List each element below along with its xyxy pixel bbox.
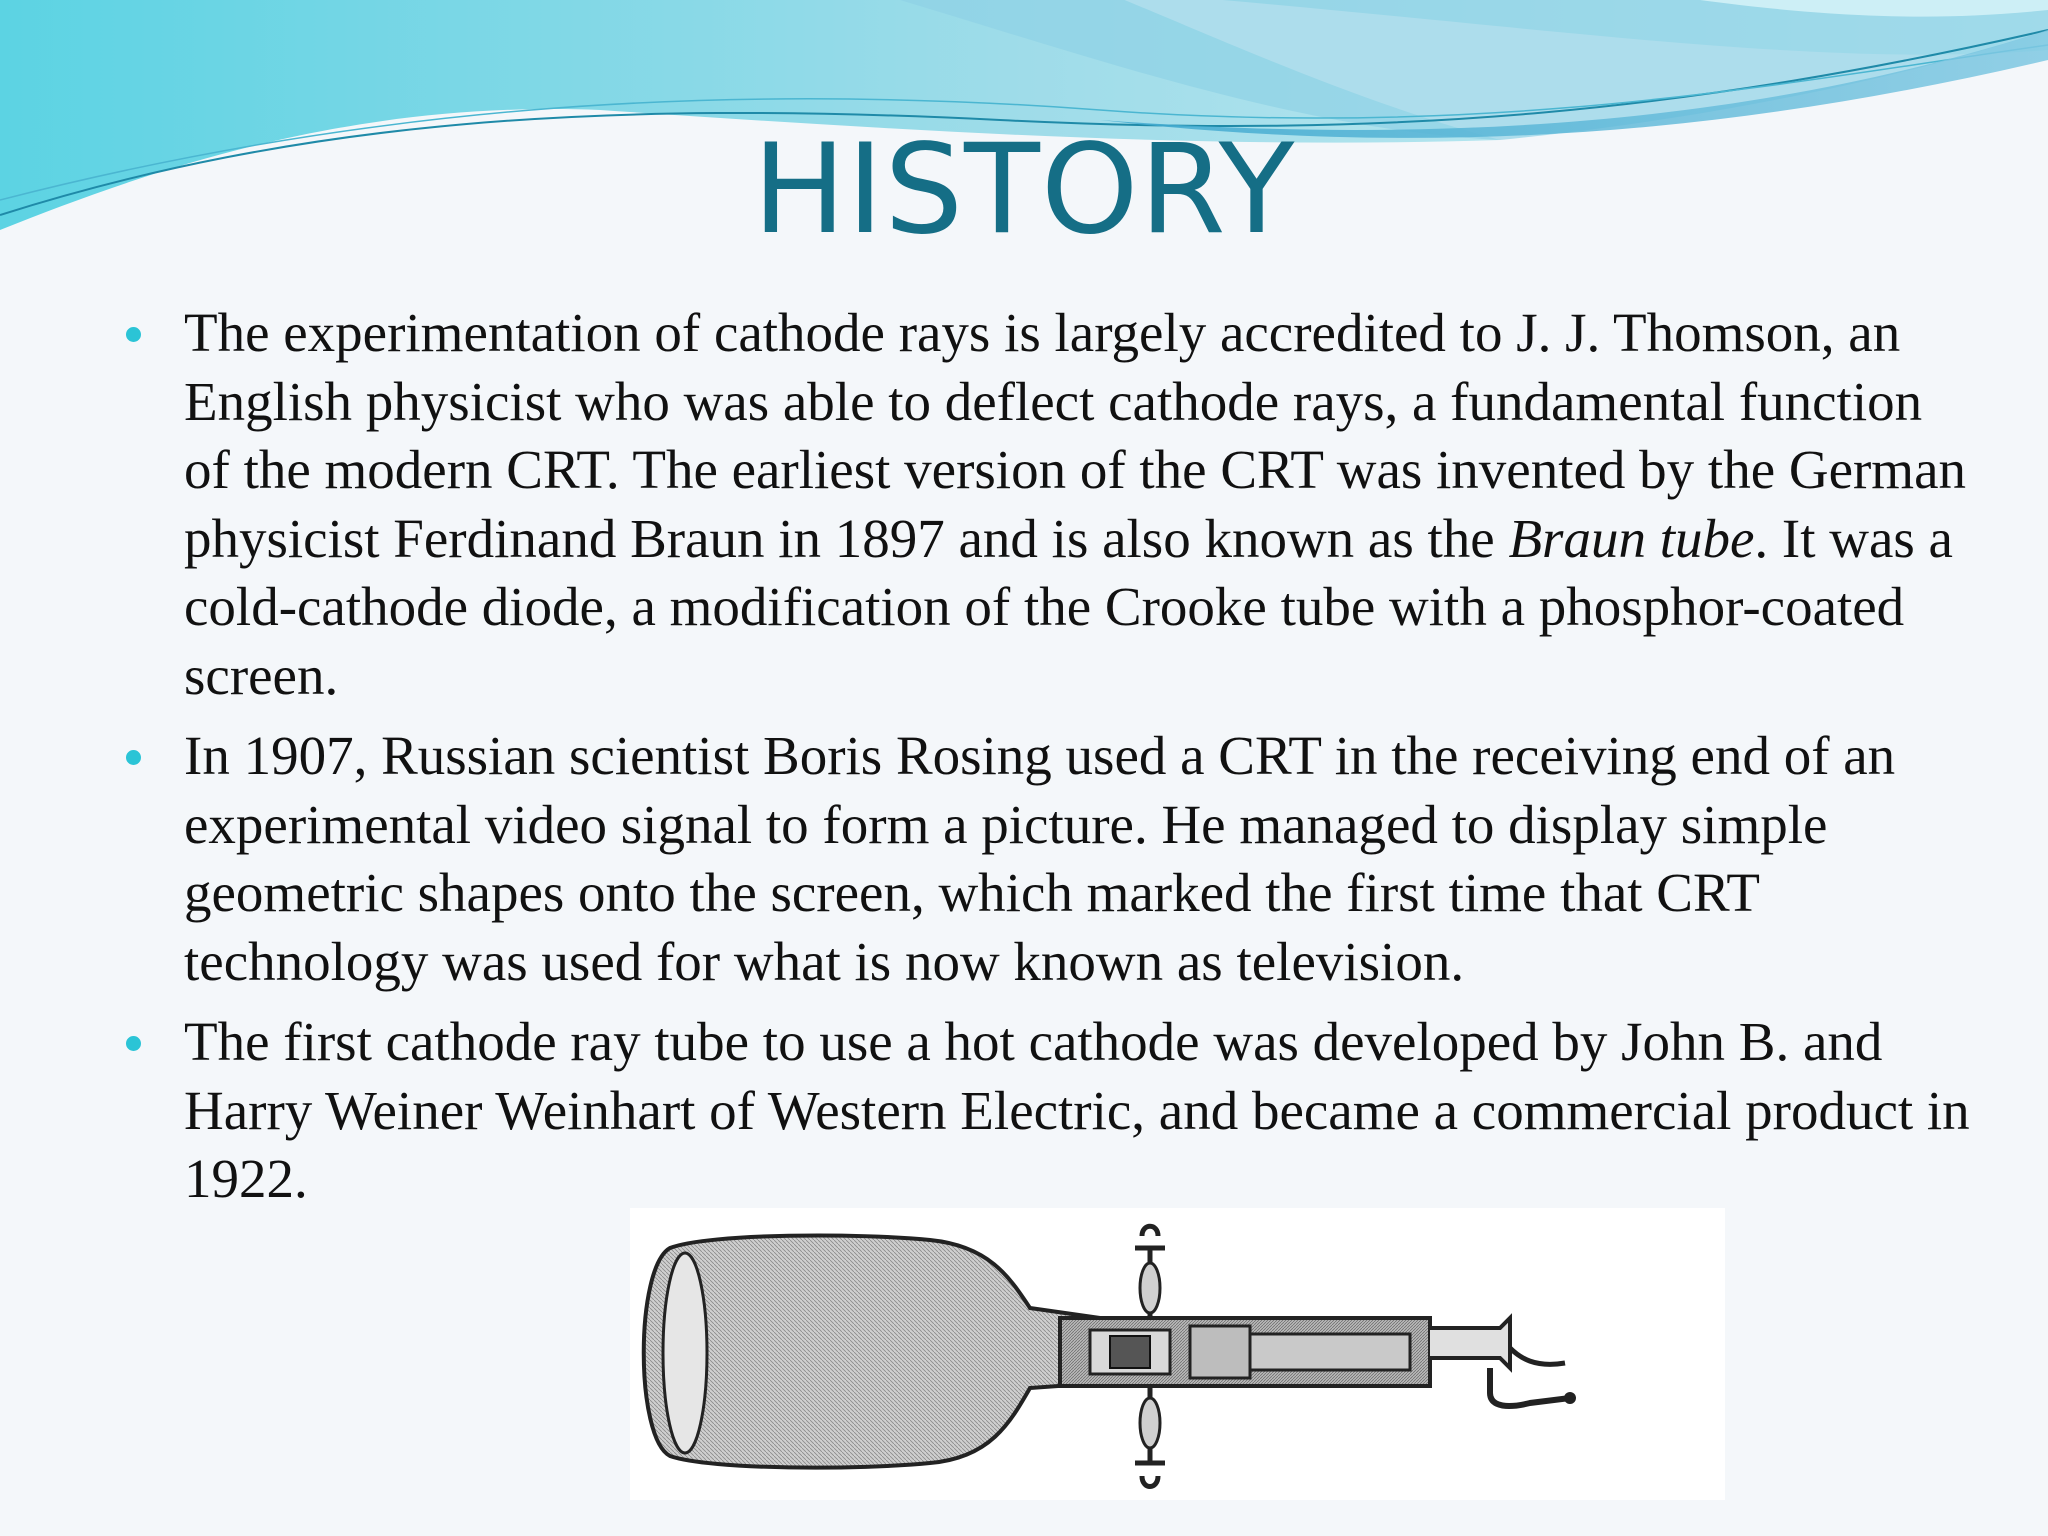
cathode-ray-tube-drawing-icon: [630, 1208, 1725, 1500]
bullet-item: [122, 1008, 1972, 1214]
bullet-item: [122, 299, 1972, 710]
bullet-italic-term: Braun tube: [1508, 507, 1755, 569]
bullet-item: [122, 722, 1972, 996]
page-title: HISTORY: [752, 118, 1296, 262]
bullet-list: [122, 299, 1972, 1226]
bullet-dot-icon: [126, 327, 141, 342]
bullet-text-continued: . It was a cold-cathode diode, a modification of the Crooke tube with a phosphor-coated screen.: [184, 507, 1953, 706]
bullet-text: The first cathode ray tube to use a hot cathode was developed by John B. and Harry Weiner Weinhart of Western Electric, and became a commercial product in 1922.: [184, 1011, 1970, 1209]
cathode-ray-tube-illustration: [630, 1208, 1725, 1500]
bullet-text: The experimentation of cathode rays is largely accredited to J. J. Thomson, an English physicist who was able to deflect cathode rays, a fundamental function of the modern CRT. The earliest version of the CRT was invented by the German physicist Ferdinand Braun in 1897 and is also known as the: [184, 302, 1966, 569]
bullet-dot-icon: [126, 1036, 141, 1051]
bullet-dot-icon: [126, 750, 141, 765]
bullet-text: In 1907, Russian scientist Boris Rosing used a CRT in the receiving end of an experimental video signal to form a picture. He managed to display simple geometric shapes onto the screen, which marked the first time that CRT technology was used for what is now known as television.: [184, 725, 1896, 992]
